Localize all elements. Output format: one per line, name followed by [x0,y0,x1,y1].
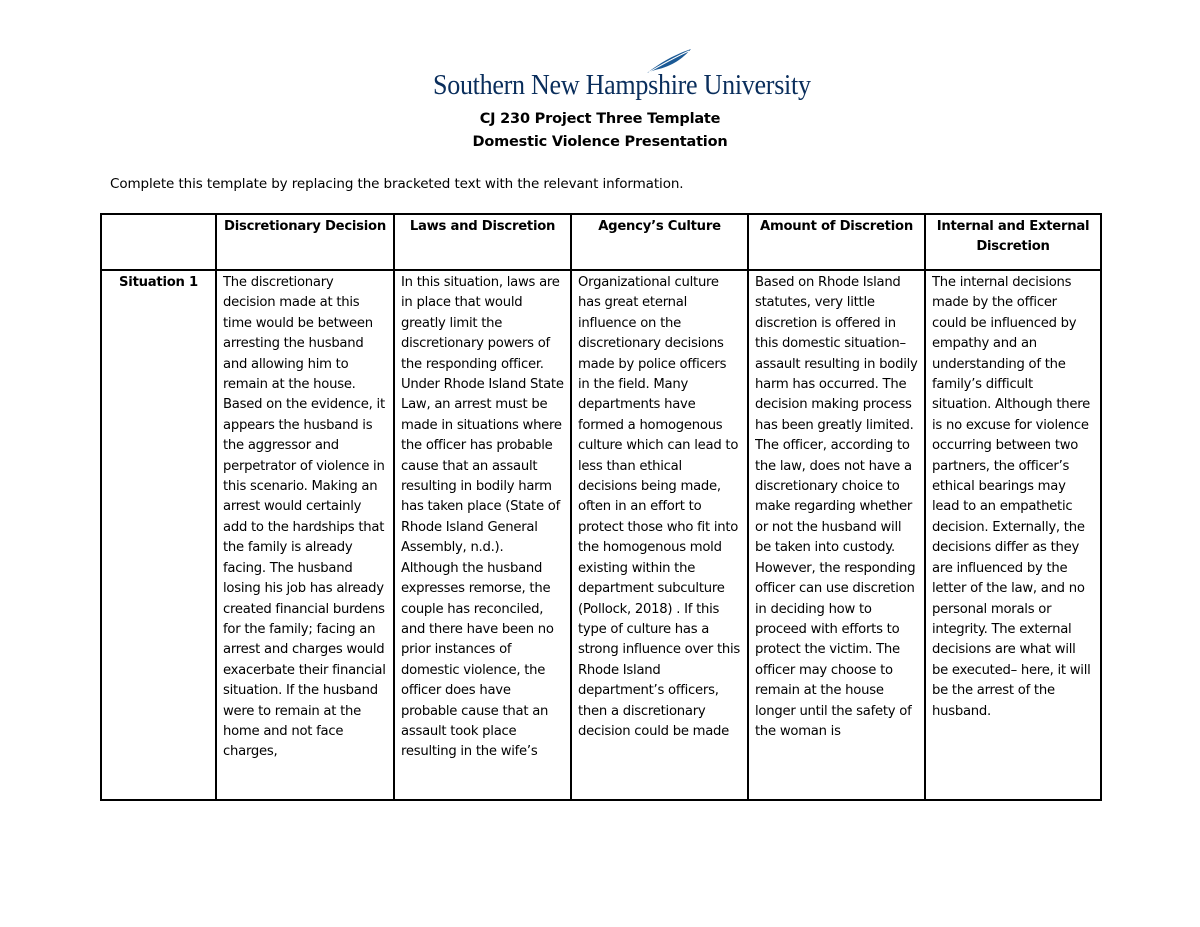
table-cell [925,270,1101,800]
header-amount-of-discretion: Amount of Discretion [748,214,925,270]
instructions-text: Complete this template by replacing the bracketed text with the relevant information. [110,176,684,192]
table-cell [748,270,925,800]
table-row [101,270,1101,800]
logo-text: Southern New Hampshire University [433,70,811,101]
header-agency-culture: Agency’s Culture [571,214,748,270]
cell-amount-of-discretion: Based on Rhode Island statutes, very little discretion is offered in this domestic situation– assault resulting in bodily harm has occurred. The decision making process has been greatly limited. The officer, according to the law, does not have a discretionary choice to make regarding whether or not the husband will be taken into custody. However, the responding officer can use discretion in deciding how to proceed with efforts to protect the victim. The officer may choose to remain at the house longer until the safety of the woman is [755,275,918,739]
cell-discretionary-decision: The discretionary decision made at this time would be between arresting the husband and allowing him to remain at the house. Based on the evidence, it appears the husband is the aggressor and perpetrator of violence in this scenario. Making an arrest would certainly add to the hardships that the family is already facing. The husband losing his job has already created financial burdens for the family; facing an arrest and charges would exacerbate their financial situation. If the husband were to remain at the home and not face charges, [223,275,386,760]
table-header-row [101,214,1101,270]
header-empty [101,214,216,270]
cell-internal-external-discretion: The internal decisions made by the officer could be influenced by empathy and an understanding of the family’s difficult situation. Although there is no excuse for violence occurring between two partners, the officer’s ethical bearings may lead to an empathetic decision. Externally, the decisions differ as they are influenced by the letter of the law, and no personal morals or integrity. The external decisions are what will be executed– here, it will be the arrest of the husband. [932,275,1091,719]
project-table [100,213,1102,801]
header-discretionary-decision: Discretionary Decision [216,214,394,270]
header-laws-and-discretion: Laws and Discretion [394,214,571,270]
document-title: CJ 230 Project Three Template [479,111,721,127]
header-internal-external-discretion: Internal and External Discretion [925,214,1101,270]
table-cell [571,270,748,800]
document-subtitle: Domestic Violence Presentation [472,134,728,150]
university-logo [433,48,811,104]
cell-laws-and-discretion: In this situation, laws are in place that would greatly limit the discretionary powers of the responding officer. Under Rhode Island State Law, an arrest must be made in situations where the officer has probable cause that an assault resulting in bodily harm has taken place (State of Rhode Island General Assembly, n.d.). Although the husband expresses remorse, the couple has reconciled, and there have been no prior instances of domestic violence, the officer does have probable cause that an assault took place resulting in the wife’s [401,275,564,760]
cell-agency-culture: Organizational culture has great eternal influence on the discretionary decisions made by police officers in the field. Many departments have formed a homogenous culture which can lead to less than ethical decisions being made, often in an effort to protect those who fit into the homogenous mold existing within the department subculture (Pollock, 2018) . If this type of culture has a strong influence over this Rhode Island department’s officers, then a discretionary decision could be made [578,275,741,739]
table-cell [394,270,571,800]
table-cell [216,270,394,800]
row-label: Situation 1 [101,270,216,800]
